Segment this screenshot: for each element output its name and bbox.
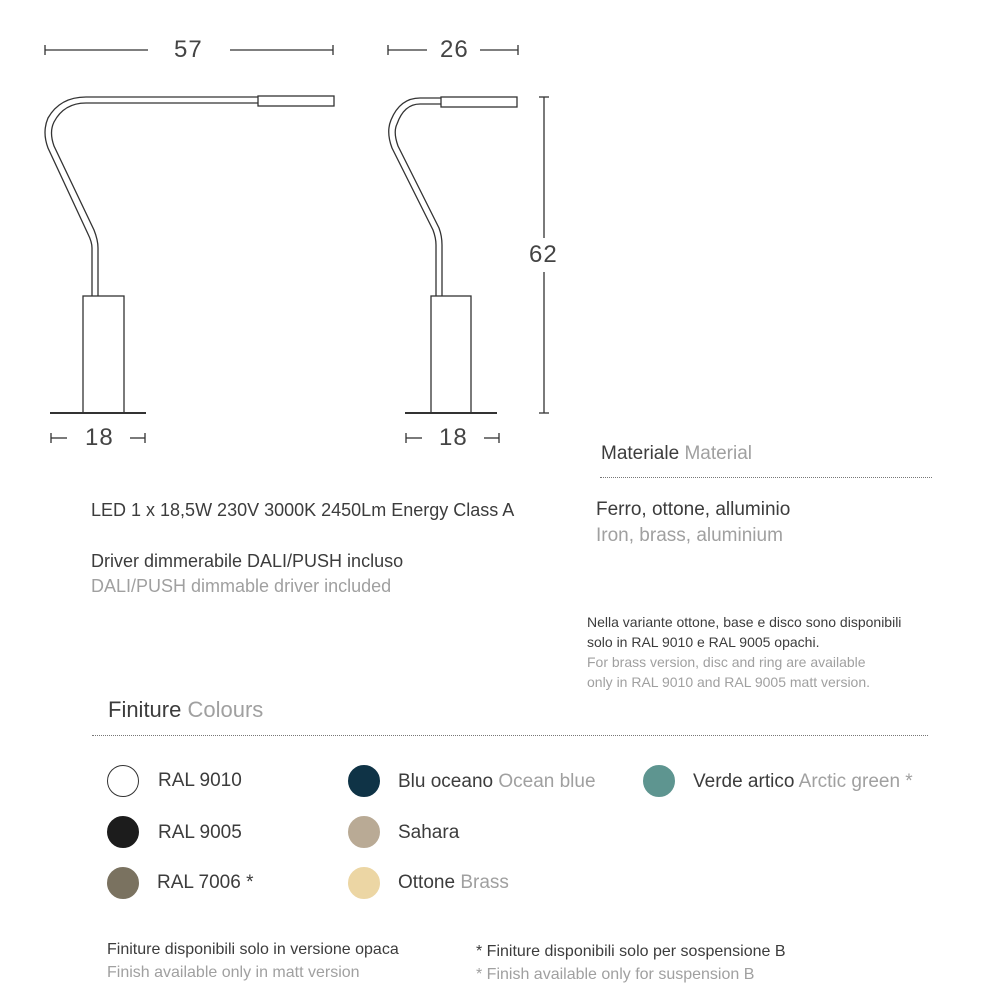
label-sahara: Sahara — [398, 822, 460, 843]
label-ottone: Ottone Brass — [398, 872, 509, 893]
base-side-dimension: 18 — [85, 424, 114, 451]
driver-spec-en: DALI/PUSH dimmable driver included — [91, 576, 392, 596]
swatch-verde-artico — [643, 765, 675, 797]
label-ral-9010: RAL 9010 — [158, 770, 242, 791]
side-view-base — [83, 296, 124, 413]
finishes-title-it: Finiture — [108, 697, 182, 722]
swatch-ral-7006 — [107, 867, 139, 899]
brass-note-en-2: only in RAL 9010 and RAL 9005 matt version. — [587, 674, 871, 690]
material-title-en: Material — [684, 443, 753, 464]
brass-note-en-1: For brass version, disc and ring are available — [587, 654, 866, 670]
height-dimension: 62 — [529, 241, 558, 268]
width-side-dimension: 57 — [174, 36, 203, 63]
material-value-it: Ferro, ottone, alluminio — [596, 499, 791, 520]
finishes-title-en: Colours — [187, 697, 264, 722]
label-ral-9005: RAL 9005 — [158, 822, 242, 843]
label-blu-oceano: Blu oceano Ocean blue — [398, 771, 596, 792]
front-view-arm — [389, 98, 441, 296]
swatch-ral-9005 — [107, 816, 139, 848]
material-value-en: Iron, brass, aluminium — [596, 525, 783, 546]
swatch-ottone — [348, 867, 380, 899]
footnote-matt-it: Finiture disponibili solo in versione opaca — [107, 941, 399, 958]
finishes-divider — [92, 735, 928, 736]
lamp-technical-drawing — [0, 0, 1000, 460]
width-front-dimension: 26 — [440, 36, 469, 63]
material-title — [601, 443, 752, 465]
swatch-sahara — [348, 816, 380, 848]
material-title-it: Materiale — [601, 443, 680, 464]
finishes-title — [108, 697, 263, 723]
side-view-arm — [45, 97, 258, 296]
front-view-base — [431, 296, 471, 413]
footnote-suspension-en: * Finish available only for suspension B — [476, 966, 755, 983]
label-ral-7006: RAL 7006 * — [157, 872, 254, 893]
front-view-head — [441, 97, 517, 107]
brass-note-it-2: solo in RAL 9010 e RAL 9005 opachi. — [587, 634, 820, 650]
base-front-dimension: 18 — [439, 424, 468, 451]
led-spec: LED 1 x 18,5W 230V 3000K 2450Lm Energy Class A — [91, 500, 515, 520]
material-divider — [600, 477, 932, 478]
swatch-ral-9010 — [107, 765, 139, 797]
footnote-suspension-it: * Finiture disponibili solo per sospensione B — [476, 943, 786, 960]
side-view-head — [258, 96, 334, 106]
label-verde-artico: Verde artico Arctic green * — [693, 771, 913, 792]
swatch-blu-oceano — [348, 765, 380, 797]
footnote-matt-en: Finish available only in matt version — [107, 964, 360, 981]
driver-spec-it: Driver dimmerabile DALI/PUSH incluso — [91, 551, 404, 571]
brass-note-it-1: Nella variante ottone, base e disco sono disponibili — [587, 614, 902, 630]
